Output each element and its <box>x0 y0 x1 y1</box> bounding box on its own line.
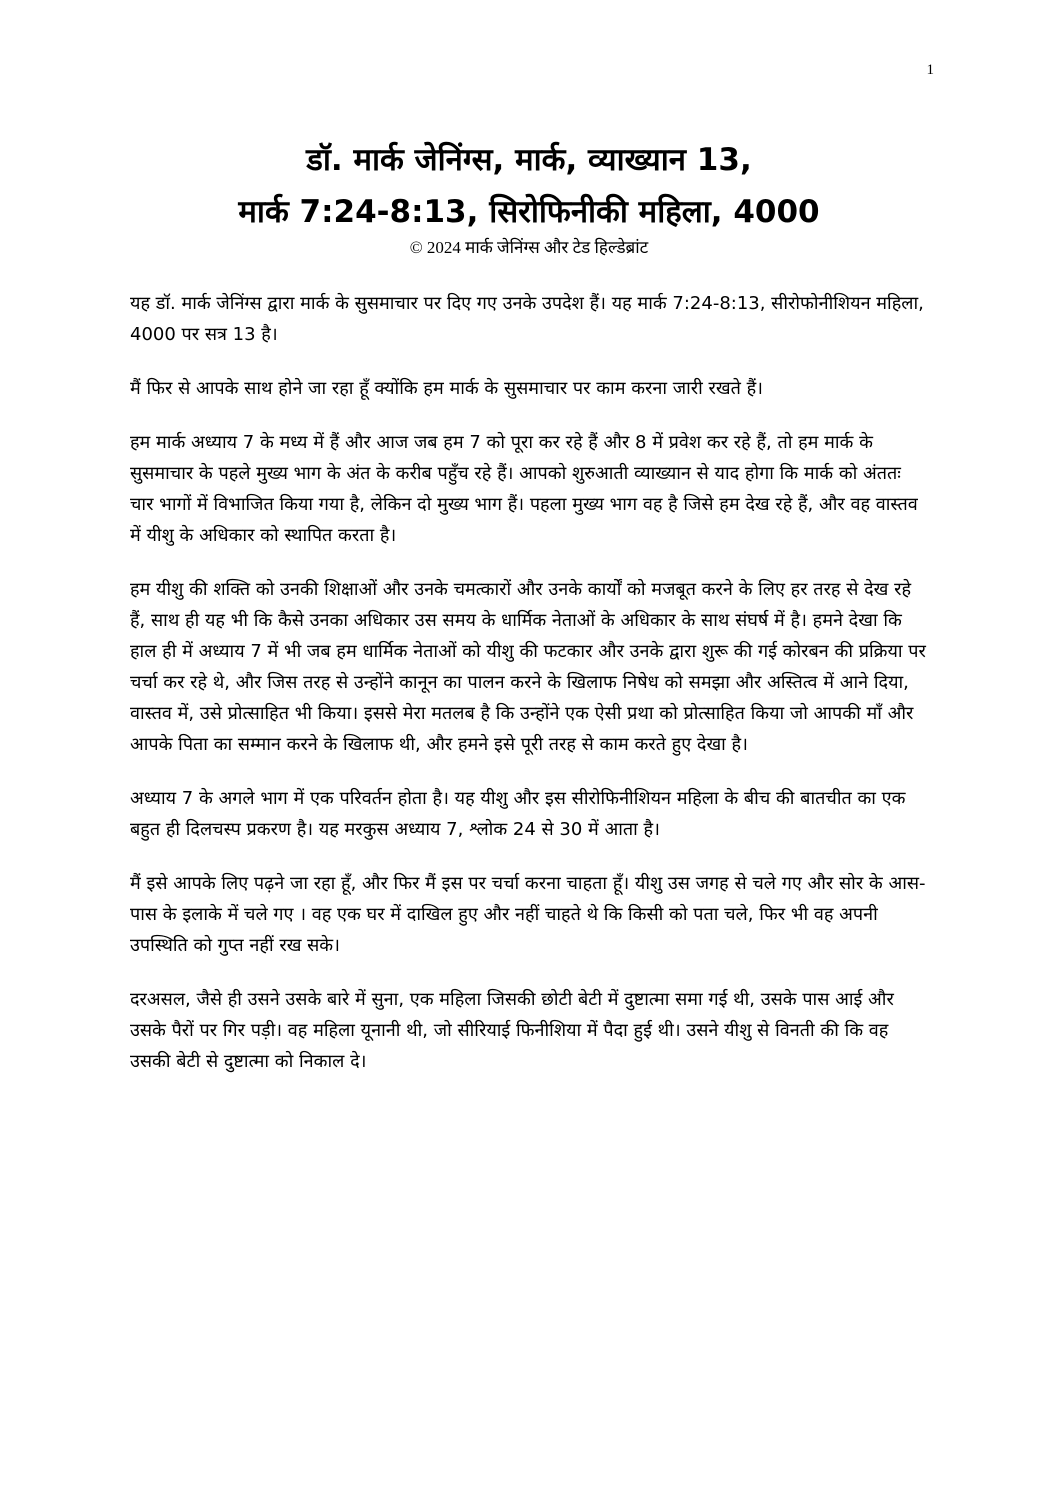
paragraph-7: दरअसल, जैसे ही उसने उसके बारे में सुना, एक महिला जिसकी छोटी बेटी में दुष्टात्मा समा गई थी, उसके पास आई और उसके पैरों पर गिर पड़ी। वह महिला यूनानी थी, जो सीरियाई फिनीशिया में पैदा हुई थी। उसने यीशु से विनती की कि वह उसकी बेटी से दुष्टात्मा को निकाल दे। <box>130 989 894 1072</box>
title-line-2: मार्क 7:24-8:13, सिरोफिनीकी महिला, 4000 <box>238 194 820 230</box>
paragraph-3: हम मार्क अध्याय 7 के मध्य में हैं और आज जब हम 7 को पूरा कर रहे हैं और 8 में प्रवेश कर रहे हैं, तो हम मार्क के सुसमाचार के पहले मुख्य भाग के अंत के करीब पहुँच रहे हैं। आपको शुरुआती व्याख्यान से याद होगा कि मार्क को अंततः चार भागों में विभाजित किया गया है, लेकिन दो मुख्य भाग हैं। पहला मुख्य भाग वह है जिसे हम देख रहे हैं, और वह वास्तव में यीशु के अधिकार को स्थापित करता है। <box>130 432 918 546</box>
title-line-1: डॉ. मार्क जेनिंग्स, मार्क, व्याख्यान 13, <box>306 142 752 178</box>
paragraph-4: हम यीशु की शक्ति को उनकी शिक्षाओं और उनके चमत्कारों और उनके कार्यों को मजबूत करने के लिए हर तरह से देख रहे हैं, साथ ही यह भी कि कैसे उनका अधिकार उस समय के धार्मिक नेताओं के अधिकार के साथ संघर्ष में है। हमने देखा कि हाल ही में अध्याय 7 में भी जब हम धार्मिक नेताओं को यीशु की फटकार और उनके द्वारा शुरू की गई कोरबन की प्रक्रिया पर चर्चा कर रहे थे, और जिस तरह से उन्होंने कानून का पालन करने के खिलाफ निषेध को समझा और अस्तित्व में आने दिया, वास्तव में, उसे प्रोत्साहित भी किया। इससे मेरा मतलब है कि उन्होंने एक ऐसी प्रथा को प्रोत्साहित किया जो आपकी माँ और आपके पिता का सम्मान करने के खिलाफ थी, और हमने इसे पूरी तरह से काम करते हुए देखा है। <box>130 579 926 755</box>
copyright-notice: © 2024 मार्क जेनिंग्स और टेड हिल्डेब्रांट <box>409 238 649 257</box>
paragraph-6: मैं इसे आपके लिए पढ़ने जा रहा हूँ, और फिर मैं इस पर चर्चा करना चाहता हूँ। यीशु उस जगह से चले गए और सोर के आस-पास के इलाके में चले गए । वह एक घर में दाखिल हुए और नहीं चाहते थे कि किसी को पता चले, फिर भी वह अपनी उपस्थिति को गुप्त नहीं रख सके। <box>130 873 926 956</box>
page-title <box>100 134 958 238</box>
document-body <box>130 288 930 1100</box>
paragraph-2: मैं फिर से आपके साथ होने जा रहा हूँ क्योंकि हम मार्क के सुसमाचार पर काम करना जारी रखते हैं। <box>130 378 763 399</box>
paragraph-1: यह डॉ. मार्क जेनिंग्स द्वारा मार्क के सुसमाचार पर दिए गए उनके उपदेश हैं। यह मार्क 7:24-8:13, सीरोफोनीशियन महिला, 4000 पर सत्र 13 है। <box>130 293 924 345</box>
page-number: 1 <box>926 62 934 78</box>
paragraph-5: अध्याय 7 के अगले भाग में एक परिवर्तन होता है। यह यीशु और इस सीरोफिनीशियन महिला के बीच की बातचीत का एक बहुत ही दिलचस्प प्रकरण है। यह मरकुस अध्याय 7, श्लोक 24 से 30 में आता है। <box>130 788 906 840</box>
